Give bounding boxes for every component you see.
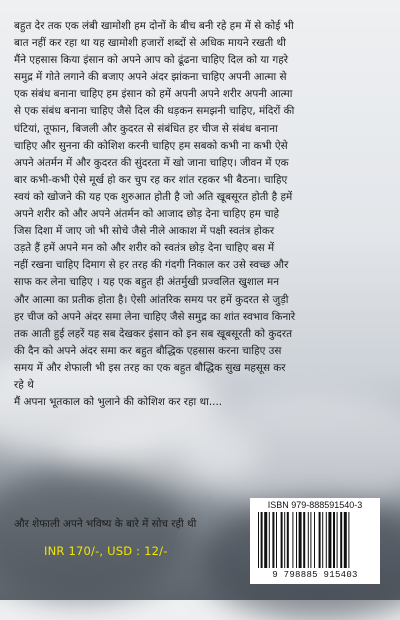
text-line: साफ कर लेना चाहिए । यह एक बहुत ही अंतर्मुखी प्रज्वलित खुशाल मन bbox=[14, 276, 279, 289]
text-line: समय में और शेफाली भी इस तरह का एक बहुत बौद्धिक सुख महसूस कर bbox=[14, 361, 286, 374]
text-line: चाहिए और सुनना की कोशिश करनी चाहिए हम सबको कभी ना कभी ऐसे bbox=[14, 139, 288, 152]
text-line: समुद्र में गोते लगाने की बजाए अपने अंदर झांकना चाहिए अपनी आत्मा से bbox=[14, 71, 287, 84]
text-line: और आत्मा का प्रतीक होता है। ऐसी आंतरिक समय पर हमें कुदरत से जुड़ी bbox=[14, 293, 289, 306]
text-line: हर चीज को अपने अंदर समा लेना चाहिए जैसे समुद्र का शांत स्वभाव किनारे bbox=[14, 310, 296, 323]
barcode-bar bbox=[284, 512, 285, 568]
text-line: घंटियां, तूफान, बिजली और कुदरत से संबंधित हर चीज से संबंध बनाना bbox=[14, 122, 278, 135]
barcode-bar bbox=[264, 512, 267, 568]
text-line: नहीं रखना चाहिए दिमाग से हर तरह की गंदगी निकाल कर उसे स्वच्छ और bbox=[14, 259, 289, 272]
text-line: मैंने एहसास किया इंसान को अपने आप को ढूंढना चाहिए दिल को या गहरे bbox=[14, 54, 289, 67]
barcode-bar bbox=[310, 512, 311, 568]
text-line: अपने शरीर को और अपने अंतर्मन को आजाद छोड़ देना चाहिए हम चाहे bbox=[14, 208, 279, 221]
barcode-bar bbox=[322, 512, 323, 568]
barcode-bar bbox=[319, 512, 321, 568]
barcode-bar bbox=[340, 512, 342, 568]
text-line: रहे थे bbox=[14, 378, 34, 391]
price-label: INR 170/-, USD : 12/- bbox=[44, 544, 168, 558]
isbn-label: ISBN 979-888591540-3 bbox=[267, 500, 363, 510]
barcode-bar bbox=[258, 512, 259, 568]
barcode-bar bbox=[303, 512, 305, 568]
barcode-bar bbox=[281, 512, 283, 568]
text-line: बात नहीं कर रहा था यह खामोशी हजारों शब्दों से अधिक मायने रखती थी bbox=[14, 37, 286, 50]
barcode-bar bbox=[276, 512, 277, 568]
text-line: स्वयं को खोजने की यह एक शुरुआत होती है जो अति खूबसूरत होती है हमें bbox=[14, 190, 293, 203]
text-line: तक आती हुई लहरें यह सब देखकर इंसान को इन सब खूबसूरती को कुदरत bbox=[14, 327, 292, 340]
text-line: से एक संबंध बनाना चाहिए जैसे दिल की धड़कन समझनी चाहिए, मंदिरों की bbox=[14, 105, 295, 118]
barcode-bar bbox=[348, 512, 349, 568]
barcode-bar bbox=[344, 512, 347, 568]
barcode-bar bbox=[296, 512, 297, 568]
closing-line: और शेफाली अपने भविष्य के बारे में सोच रही थी bbox=[14, 518, 197, 530]
barcode-bar bbox=[333, 512, 335, 568]
barcode-bar bbox=[328, 512, 331, 568]
barcode-bar bbox=[261, 512, 263, 568]
barcode-icon bbox=[258, 512, 372, 568]
barcode-bar bbox=[308, 512, 309, 568]
barcode-bar bbox=[299, 512, 302, 568]
isbn-barcode-block bbox=[250, 498, 380, 584]
text-line: अपने अंतर्मन में और कुदरत की सुंदरता में खो जाना चाहिए। जीवन में एक bbox=[14, 156, 289, 169]
back-cover-text bbox=[14, 18, 386, 411]
barcode-bar bbox=[287, 512, 289, 568]
barcode-bar bbox=[326, 512, 327, 568]
barcode-bar bbox=[272, 512, 274, 568]
text-line: मैं अपना भूतकाल को भुलाने की कोशिश कर रहा था.... bbox=[14, 396, 223, 409]
text-line: बहुत देर तक एक लंबी खामोशी हम दोनों के बीच बनी रहे हम में से कोई भी bbox=[14, 20, 294, 32]
barcode-bar bbox=[337, 512, 338, 568]
text-line: एक संबंध बनाना चाहिए हम इंसान को हमें अपनी अपने शरीर अपनी आत्मा bbox=[14, 88, 293, 101]
text-line: बार कभी-कभी ऐसे मूर्ख हो कर चुप रह कर शांत रहकर भी बैठना। चाहिए bbox=[14, 173, 288, 186]
barcode-bar bbox=[292, 512, 293, 568]
text-line: उड़ते हैं हमें अपने मन को और शरीर को स्वतंत्र छोड़ देना चाहिए बस में bbox=[14, 242, 275, 255]
barcode-bar bbox=[269, 512, 270, 568]
barcode-bar bbox=[314, 512, 315, 568]
isbn-digits: 9 798885 915403 bbox=[272, 570, 358, 580]
text-line: जिस दिशा में जाए जो भी सोचे जैसे नीले आकाश में पक्षी स्वतंत्र होकर bbox=[14, 225, 275, 238]
text-line: की दैन को अपने अंदर समा कर बहुत बौद्धिक एहसास करना चाहिए उस bbox=[14, 344, 282, 357]
